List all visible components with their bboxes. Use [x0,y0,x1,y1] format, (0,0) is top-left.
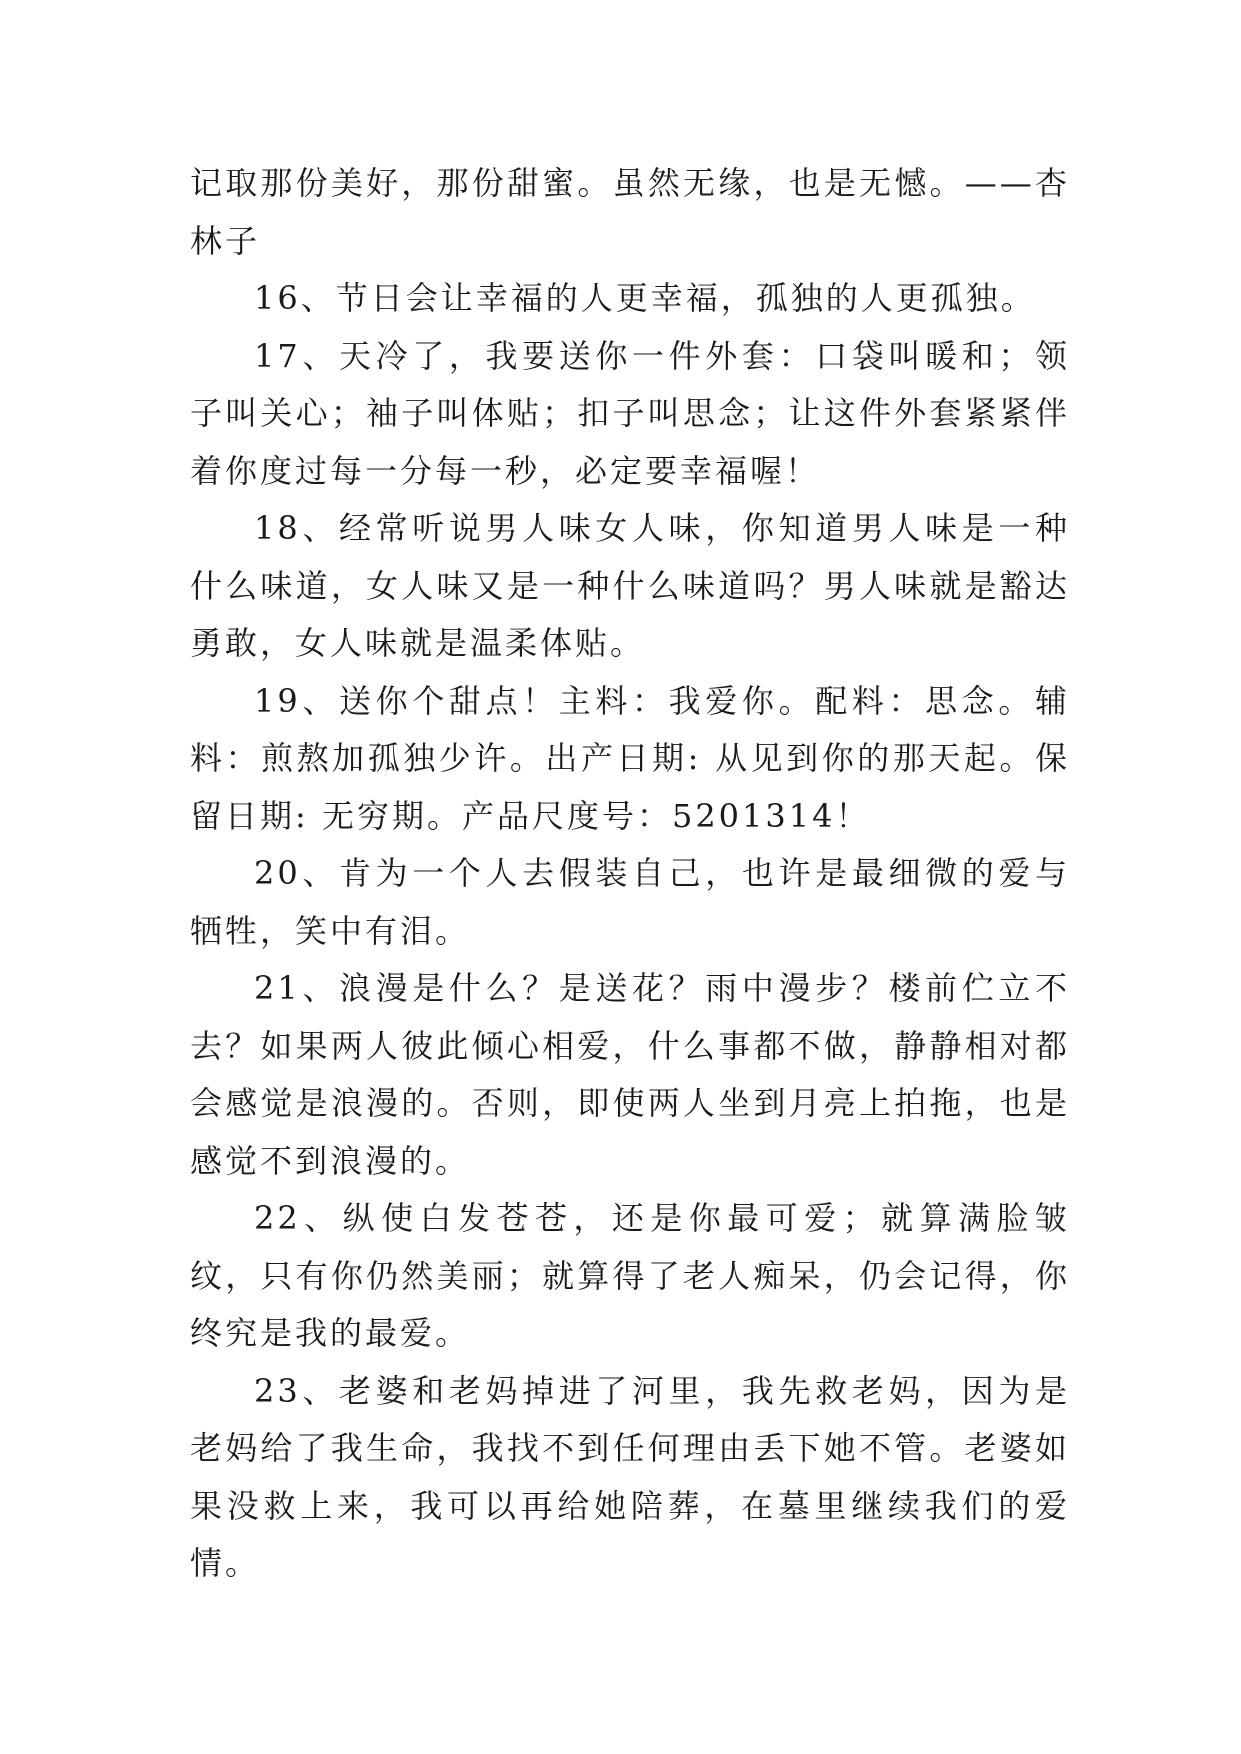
paragraph-16: 16、节日会让幸福的人更幸福，孤独的人更孤独。 [254,279,1036,317]
paragraph-18: 18、经常听说男人味女人味，你知道男人味是一种什么味道，女人味又是一种什么味道吗？男人味就是豁达勇敢，女人味就是温柔体贴。 [190,509,1070,662]
paragraph-17: 17、天冷了，我要送你一件外套：口袋叫暖和；领子叫关心；袖子叫体贴；扣子叫思念；让这件外套紧紧伴着你度过每一分每一秒，必定要幸福喔！ [190,336,1070,490]
paragraph-19: 19、送你个甜点！主料：我爱你。配料：思念。辅料：煎熬加孤独少许。出产日期: 从见到你的那天起。保留日期: 无穷期。产品尺度号：5201314！ [190,681,1070,835]
paragraph-continuation: 记取那份美好，那份甜蜜。虽然无缘，也是无憾。——杏林子 [190,164,1070,260]
paragraph-20: 20、肯为一个人去假装自己，也许是最细微的爱与牺牲，笑中有泪。 [190,854,1070,950]
document-body [190,155,1070,1593]
paragraph-22: 22、纵使白发苍苍，还是你最可爱；就算满脸皱纹，只有你仍然美丽；就算得了老人痴呆，仍会记得，你终究是我的最爱。 [190,1199,1070,1352]
paragraph-21: 21、浪漫是什么？是送花？雨中漫步？楼前伫立不去？如果两人彼此倾心相爱，什么事都不做，静静相对都会感觉是浪漫的。否则，即使两人坐到月亮上拍拖，也是感觉不到浪漫的。 [190,969,1070,1180]
paragraph-23: 23、老婆和老妈掉进了河里，我先救老妈，因为是老妈给了我生命，我找不到任何理由丢下她不管。老婆如果没救上来，我可以再给她陪葬，在墓里继续我们的爱情。 [190,1371,1070,1582]
